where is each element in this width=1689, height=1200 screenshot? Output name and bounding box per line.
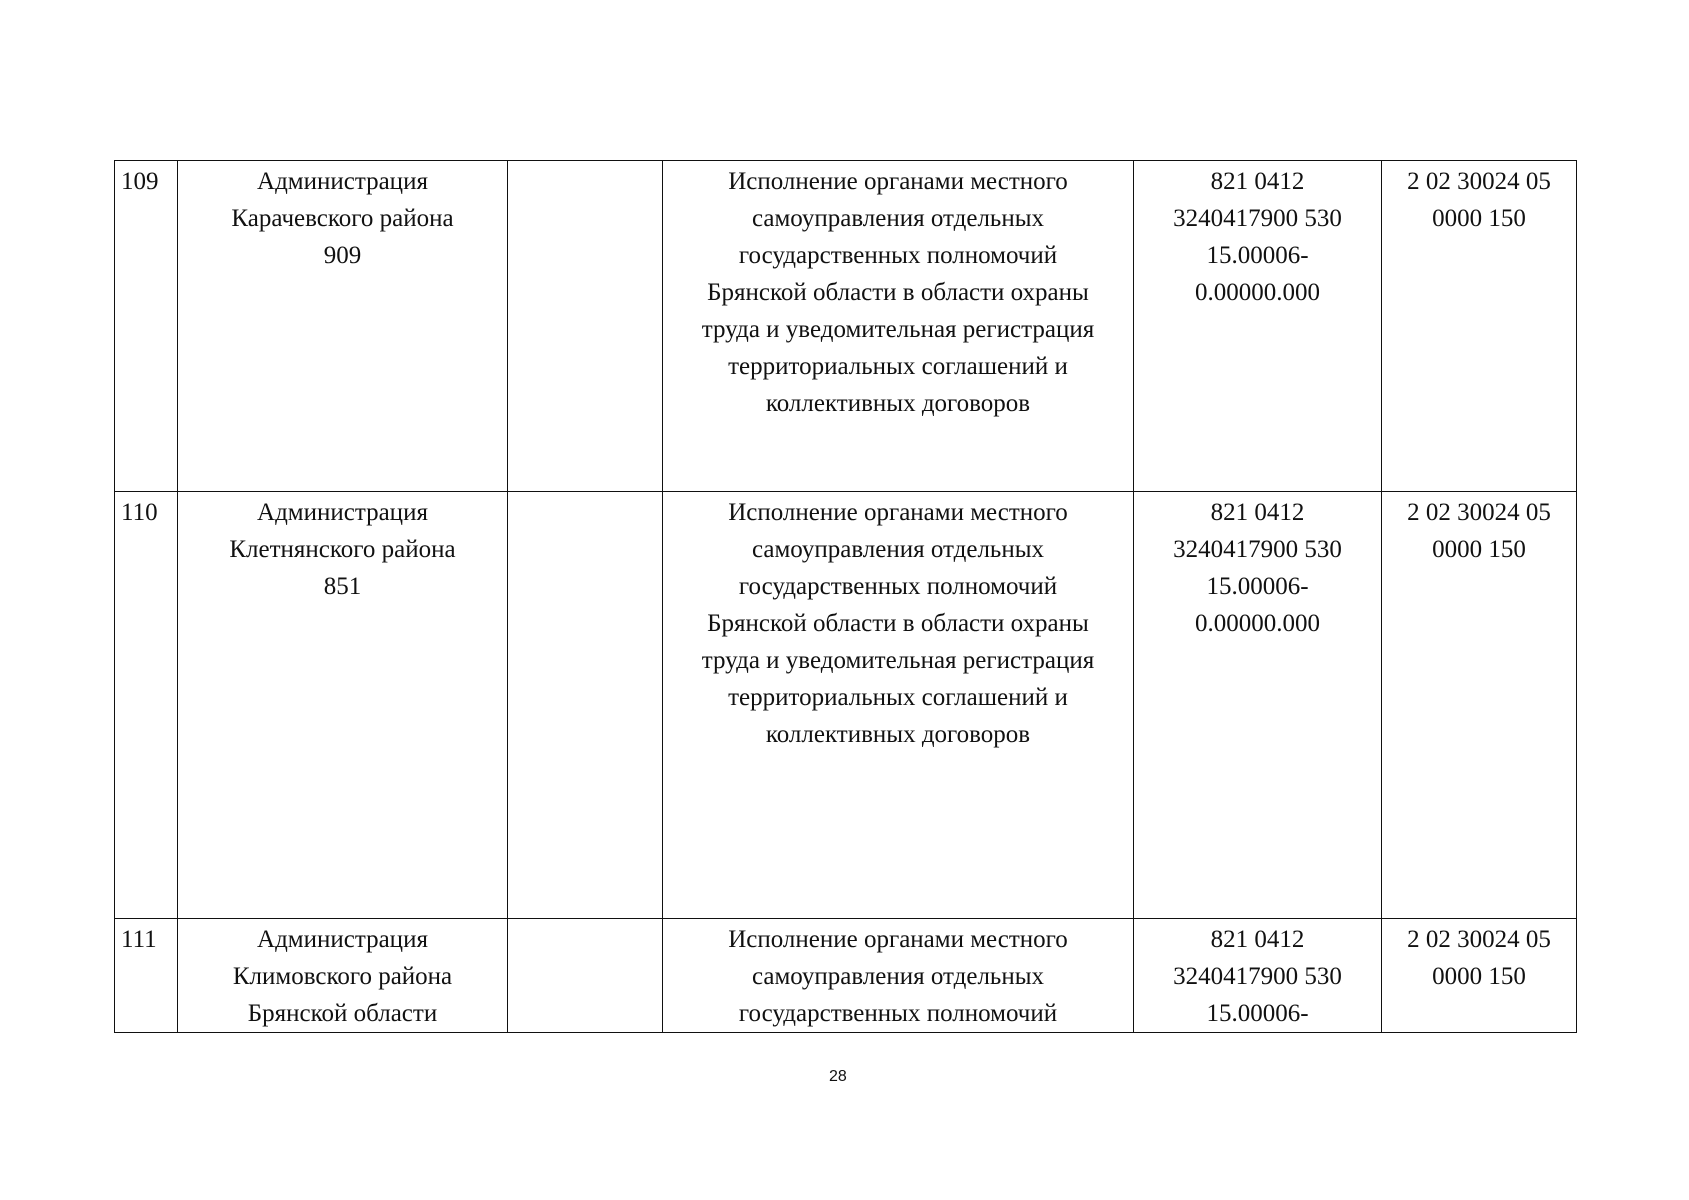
organization-cell-line: Администрация: [257, 926, 428, 953]
row-number: 110: [115, 492, 178, 919]
description-cell-line: Исполнение органами местного: [728, 168, 1068, 195]
budget-code-cell: [1134, 492, 1382, 919]
empty-cell: [508, 919, 663, 1033]
budget-code-cell-line: 15.00006-: [1206, 573, 1309, 600]
budget-code-cell-line: 15.00006-: [1206, 1000, 1309, 1027]
table-row: [115, 161, 1577, 492]
organization-cell: [178, 919, 508, 1033]
table-row: [115, 492, 1577, 919]
description-cell: [663, 919, 1134, 1033]
budget-code-cell-line: 3240417900 530: [1173, 205, 1342, 232]
revenue-code-cell-line: 2 02 30024 05: [1407, 168, 1551, 195]
description-cell-line: территориальных соглашений и: [728, 353, 1068, 380]
description-cell-line: труда и уведомительная регистрация: [701, 647, 1095, 674]
description-cell-line: Брянской области в области охраны: [707, 279, 1089, 306]
budget-code-cell-line: 3240417900 530: [1173, 536, 1342, 563]
budget-code-cell-line: 821 0412: [1210, 499, 1305, 526]
budget-code-cell: [1134, 161, 1382, 492]
organization-cell-line: Климовского района: [232, 963, 453, 990]
row-number: 109: [115, 161, 178, 492]
budget-code-cell: [1134, 919, 1382, 1033]
table-row: [115, 919, 1577, 1033]
description-cell-line: самоуправления отдельных: [751, 963, 1045, 990]
description-cell-line: самоуправления отдельных: [751, 536, 1045, 563]
organization-cell-line: 909: [323, 242, 362, 269]
organization-cell-line: 851: [323, 573, 362, 600]
description-cell-line: коллективных договоров: [765, 721, 1031, 748]
organization-cell-line: Администрация: [257, 168, 428, 195]
revenue-code-cell-line: 0000 150: [1432, 536, 1526, 563]
description-cell-line: Исполнение органами местного: [728, 926, 1068, 953]
description-cell-line: труда и уведомительная регистрация: [701, 316, 1095, 343]
description-cell-line: территориальных соглашений и: [728, 684, 1068, 711]
budget-code-cell-line: 0.00000.000: [1195, 279, 1320, 306]
organization-cell: [178, 492, 508, 919]
empty-cell: [508, 492, 663, 919]
budget-code-cell-line: 3240417900 530: [1173, 963, 1342, 990]
allocation-table: [114, 160, 1577, 1033]
empty-cell: [508, 161, 663, 492]
organization-cell-line: Администрация: [257, 499, 428, 526]
description-cell-line: государственных полномочий: [738, 1000, 1058, 1027]
description-cell: [663, 161, 1134, 492]
budget-code-cell-line: 821 0412: [1210, 926, 1305, 953]
page-number: 28: [829, 1068, 847, 1085]
revenue-code-cell-line: 0000 150: [1432, 205, 1526, 232]
revenue-code-cell-line: 2 02 30024 05: [1407, 926, 1551, 953]
organization-cell-line: Клетнянского района: [229, 536, 456, 563]
description-cell-line: самоуправления отдельных: [751, 205, 1045, 232]
organization-cell: [178, 161, 508, 492]
revenue-code-cell-line: 2 02 30024 05: [1407, 499, 1551, 526]
revenue-code-cell: [1382, 161, 1577, 492]
description-cell-line: коллективных договоров: [765, 390, 1031, 417]
budget-code-cell-line: 0.00000.000: [1195, 610, 1320, 637]
description-cell-line: Исполнение органами местного: [728, 499, 1068, 526]
revenue-code-cell: [1382, 492, 1577, 919]
organization-cell-line: Брянской области: [247, 1000, 438, 1027]
description-cell-line: государственных полномочий: [738, 242, 1058, 269]
revenue-code-cell: [1382, 919, 1577, 1033]
row-number: 111: [115, 919, 178, 1033]
budget-code-cell-line: 15.00006-: [1206, 242, 1309, 269]
revenue-code-cell-line: 0000 150: [1432, 963, 1526, 990]
budget-code-cell-line: 821 0412: [1210, 168, 1305, 195]
organization-cell-line: Карачевского района: [231, 205, 454, 232]
description-cell-line: Брянской области в области охраны: [707, 610, 1089, 637]
description-cell: [663, 492, 1134, 919]
description-cell-line: государственных полномочий: [738, 573, 1058, 600]
